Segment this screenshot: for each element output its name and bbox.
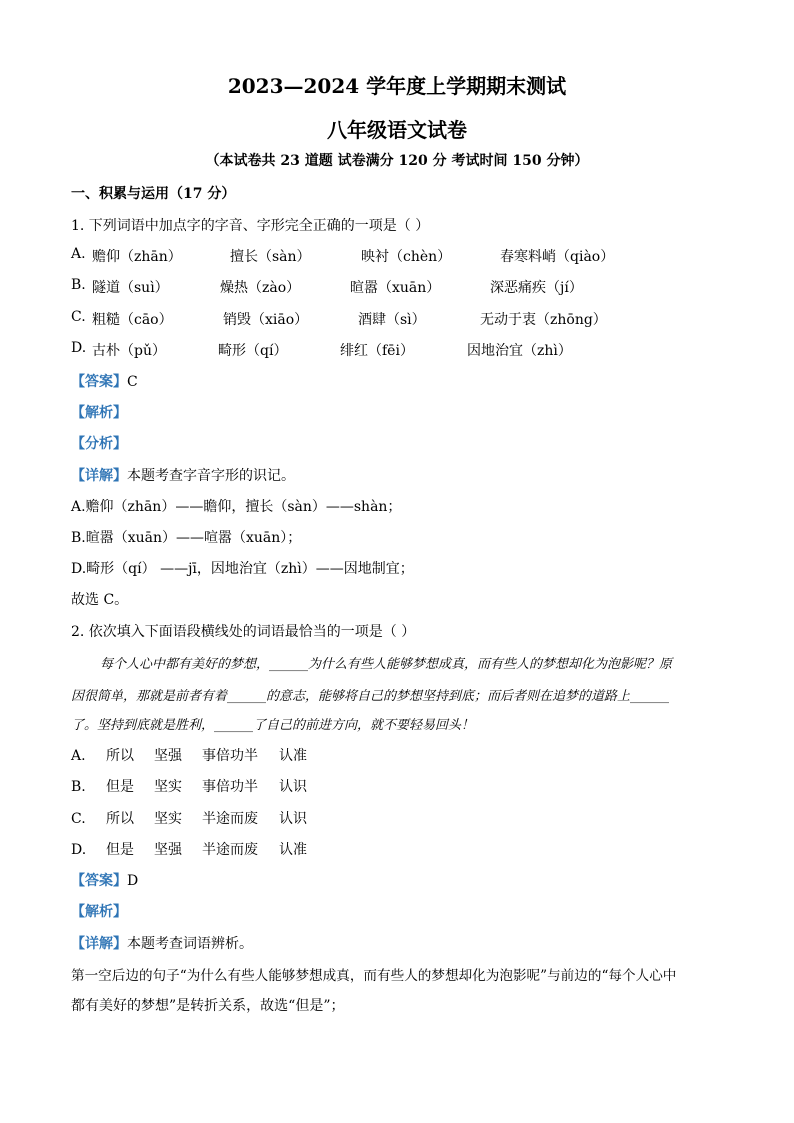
question-1-answer xyxy=(71,371,138,391)
exam-subtitle: 八年级语文试卷 xyxy=(327,118,467,142)
question-2-option-c: C. 所以 坚实 半途而废 认识 xyxy=(71,811,307,827)
question-1-fenxi-tag: 【分析】 xyxy=(71,436,127,452)
question-1-stem: 1. 下列词语中加点字的字音、字形完全正确的一项是（ ） xyxy=(71,218,430,234)
question-2-option-a: A. 所以 坚强 事倍功半 认准 xyxy=(71,748,307,764)
question-1-detail: 【详解】本题考查字音字形的识记。 xyxy=(71,468,295,484)
question-2-analysis-tag: 【解析】 xyxy=(71,904,127,920)
question-2-stem: 2. 依次填入下面语段横线处的词语最恰当的一项是（ ） xyxy=(71,624,416,640)
question-1-explain-b: B.暄嚣（xuān）——喧嚣（xuān）； xyxy=(71,530,302,546)
exam-page: 2023—2024 学年度上学期期末测试 八年级语文试卷 （本试卷共 23 道题 试卷满分 120 分 考试时间 150 分钟） 一、积累与运用（17 分） 1. 下列词语中加点字的字音、字形完全正确的一项是（ ） A. 赡仰（zhān） 擅长（sàn） 映衬（chèn） 春寒料峭（qiào） B. 隧道（suì） 燥热（zào） 暄嚣（xuān） 深恶痛疾（jí） C. 粗糙（cāo） 销毁（xiāo） 酒肆（sì） 无动于衷（zhōng） D. 古朴（pǔ） 畸形（qí） 绯红（fēi） 因地治宜（zhì） 【答案】C 【解析】 【分析】 【详解】本题考查字音字形的识记。 A.赡仰（zhān）——瞻仰，擅长（sàn）——shàn； B.暄嚣（xuān）——喧嚣（xuān）； D.畸形（qí） ——jī，因地治宜（zhì）——因地制宜； 故选 C。 2. 依次填入下面语段横线处的词语最恰当的一项是（ ） 每个人心中都有美好的梦想，______为什么有些人能够梦想成真，而有些人的梦想却化为泡影呢？原 因很简单，那就是前者有着______的意志，能够将自己的梦想坚持到底；而后者则在追梦的道路上______ 了。坚持到底就是胜利，______了自己的前进方向，就不要轻易回头！ A. 所以 坚强 事倍功半 认准 B. 但是 坚实 事倍功半 认识 C. 所以 坚实 半途而废 认识 D. 但是 坚强 半途而废 认准 【答案】D 【解析】 【详解】本题考查词语辨析。 第一空后边的句子“为什么有些人能够梦想成真，而有些人的梦想却化为泡影呢”与前边的“每个人心中 都有美好的梦想”是转折关系，故选“但是”； xyxy=(0,0,794,1123)
question-2-passage-line-3: 了。坚持到底就是胜利，______了自己的前进方向，就不要轻易回头！ xyxy=(71,718,475,733)
question-1-conclusion: 故选 C。 xyxy=(71,592,129,608)
exam-note: （本试卷共 23 道题 试卷满分 120 分 考试时间 150 分钟） xyxy=(205,153,589,169)
exam-title: 2023—2024 学年度上学期期末测试 xyxy=(227,74,567,98)
question-2-option-d: D. 但是 坚强 半途而废 认准 xyxy=(71,842,307,858)
question-2-passage-line-2: 因很简单，那就是前者有着______的意志，能够将自己的梦想坚持到底；而后者则在追梦的道路上______ xyxy=(71,689,670,704)
question-1-analysis-tag: 【解析】 xyxy=(71,405,127,421)
question-2-option-b: B. 但是 坚实 事倍功半 认识 xyxy=(71,779,307,795)
section-heading: 一、积累与运用（17 分） xyxy=(71,186,236,202)
question-2-detail: 【详解】本题考查词语辨析。 xyxy=(71,936,253,952)
question-1-explain-a: A.赡仰（zhān）——瞻仰，擅长（sàn）——shàn； xyxy=(71,499,402,515)
question-2-explain-line-1: 第一空后边的句子“为什么有些人能够梦想成真，而有些人的梦想却化为泡影呢”与前边的“每个人心中 xyxy=(71,968,677,984)
question-1-explain-d: D.畸形（qí） ——jī，因地治宜（zhì）——因地制宜； xyxy=(71,561,414,577)
question-2-answer: 【答案】D xyxy=(71,873,139,889)
answer-tag: 【答案】 xyxy=(71,374,127,390)
answer-value: C xyxy=(127,374,138,390)
question-2-passage-line-1: 每个人心中都有美好的梦想，______为什么有些人能够梦想成真，而有些人的梦想却化为泡影呢？原 xyxy=(100,657,673,672)
question-2-explain-line-2: 都有美好的梦想”是转折关系，故选“但是”； xyxy=(71,998,345,1014)
